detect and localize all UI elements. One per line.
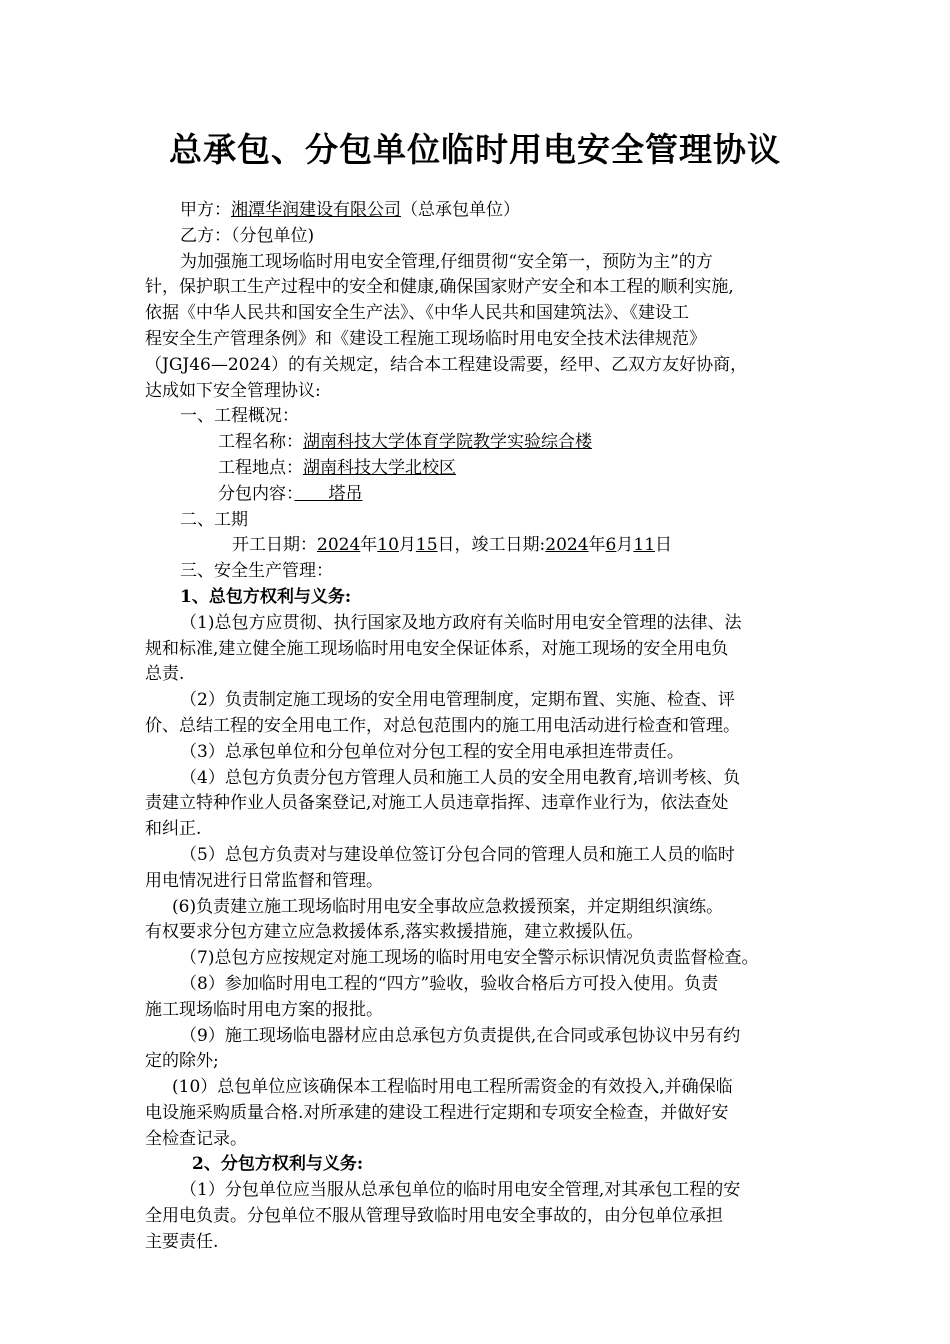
party-a-line — [145, 198, 811, 224]
clause-line: 有权要求分包方建立应急救援体系,落实救援措施，建立救援队伍。 — [145, 922, 644, 943]
clause-line: （1）分包单位应当服从总承包单位的临时用电安全管理,对其承包工程的安 — [180, 1180, 741, 1201]
project-location-line — [145, 456, 811, 482]
schedule-line — [145, 533, 811, 559]
clause-line: （9）施工现场临电器材应由总承包方负责提供,在合同或承包协议中另有约 — [180, 1025, 741, 1046]
month-unit: 月 — [616, 535, 634, 556]
start-month: 10 — [377, 535, 399, 556]
clause-line: （4）总包方负责分包方管理人员和施工人员的安全用电教育,培训考核、负 — [180, 767, 741, 788]
party-b-label: 乙方： — [180, 225, 231, 246]
start-year: 2024 — [317, 535, 361, 556]
day-unit: 日 — [655, 535, 673, 556]
subsection-2-heading: 2、分包方权利与义务: — [192, 1154, 364, 1175]
subsection-1-heading: 1、总包方权利与义务: — [180, 586, 352, 607]
party-b-role: （分包单位) — [231, 225, 315, 246]
clause-line: 全用电负责。分包单位不服从管理导致临时用电安全事故的，由分包单位承担 — [145, 1206, 723, 1227]
section-1-heading: 一、工程概况： — [180, 406, 299, 427]
clause-line: (6)负责建立施工现场临时用电安全事故应急救援预案，并定期组织演练。 — [172, 896, 724, 917]
section-3-heading: 三、安全生产管理： — [180, 561, 333, 582]
month-unit: 月 — [398, 535, 416, 556]
clause-line: （1)总包方应贯彻、执行国家及地方政府有关临时用电安全管理的法律、法 — [180, 612, 742, 633]
party-a-name: 湘潭华润建设有限公司 — [231, 200, 401, 220]
subcontract-value: 塔吊 — [294, 483, 363, 504]
project-name-label: 工程名称： — [218, 432, 303, 453]
start-label: 开工日期： — [232, 535, 317, 556]
clause-line: 电设施采购质量合格.对所承建的建设工程进行定期和专项安全检查，并做好安 — [145, 1102, 729, 1123]
subcontract-label: 分包内容： — [218, 483, 295, 504]
intro-line: 依据《中华人民共和国安全生产法》、《中华人民共和国建筑法》、《建设工 — [145, 303, 689, 324]
project-location-label: 工程地点： — [218, 457, 303, 478]
project-name-value: 湖南科技大学体育学院教学实验综合楼 — [303, 432, 592, 453]
clause-line: （8）参加临时用电工程的“四方”验收，验收合格后方可投入使用。负责 — [180, 973, 719, 994]
clause-line: （7)总包方应按规定对施工现场的临时用电安全警示标识情况负责监督检查。 — [180, 948, 759, 969]
party-a-role: （总承包单位） — [401, 200, 520, 220]
document-body — [145, 198, 811, 1256]
subcontract-line — [145, 482, 811, 508]
clause-line: 规和标准,建立健全施工现场临时用电安全保证体系，对施工现场的安全用电负 — [145, 638, 729, 659]
clause-line: 责建立特种作业人员备案登记,对施工人员违章指挥、违章作业行为，依法查处 — [145, 793, 729, 814]
end-month: 6 — [605, 535, 617, 556]
clause-line: （2）负责制定施工现场的安全用电管理制度，定期布置、实施、检查、评 — [180, 690, 735, 711]
clause-line: 用电情况进行日常监督和管理。 — [145, 870, 383, 891]
project-location-value: 湖南科技大学北校区 — [303, 457, 456, 478]
end-year: 2024 — [545, 535, 589, 556]
clause-line: （5）总包方负责对与建设单位签订分包合同的管理人员和施工人员的临时 — [180, 844, 735, 865]
day-unit: 日， — [437, 535, 472, 556]
party-b-line — [145, 224, 811, 250]
project-name-line — [145, 430, 811, 456]
intro-line: 达成如下安全管理协议: — [145, 380, 321, 401]
clause-line: 主要责任. — [145, 1231, 219, 1252]
intro-line: 程安全生产管理条例》和《建设工程施工现场临时用电安全技术法律规范》 — [145, 328, 706, 349]
section-2-heading: 二、工期 — [180, 509, 248, 530]
clause-line: 定的除外; — [145, 1051, 219, 1072]
start-day: 15 — [415, 535, 438, 556]
document-title: 总承包、分包单位临时用电安全管理协议 — [169, 130, 781, 169]
clause-line: 施工现场临时用电方案的报批。 — [145, 999, 383, 1020]
clause-line: （3）总承包单位和分包单位对分包工程的安全用电承担连带责任。 — [180, 741, 684, 762]
year-unit: 年 — [360, 535, 378, 556]
clause-line: 全检查记录。 — [145, 1128, 247, 1149]
intro-line: 为加强施工现场临时用电安全管理,仔细贯彻“安全第一，预防为主”的方 — [180, 251, 713, 272]
party-a-label: 甲方： — [180, 200, 231, 220]
end-day: 11 — [633, 535, 656, 556]
intro-line: （JGJ46—2024）的有关规定，结合本工程建设需要，经甲、乙双方友好协商， — [145, 354, 748, 375]
year-unit: 年 — [588, 535, 606, 556]
intro-line: 针，保护职工生产过程中的安全和健康,确保国家财产安全和本工程的顺利实施, — [145, 277, 734, 298]
clause-line: 总责. — [145, 664, 185, 685]
end-label: 竣工日期: — [471, 535, 546, 556]
clause-line: (10）总包单位应该确保本工程临时用电工程所需资金的有效投入,并确保临 — [172, 1077, 733, 1098]
clause-line: 价、总结工程的安全用电工作，对总包范围内的施工用电活动进行检查和管理。 — [145, 715, 740, 736]
clause-line: 和纠正. — [145, 819, 202, 840]
